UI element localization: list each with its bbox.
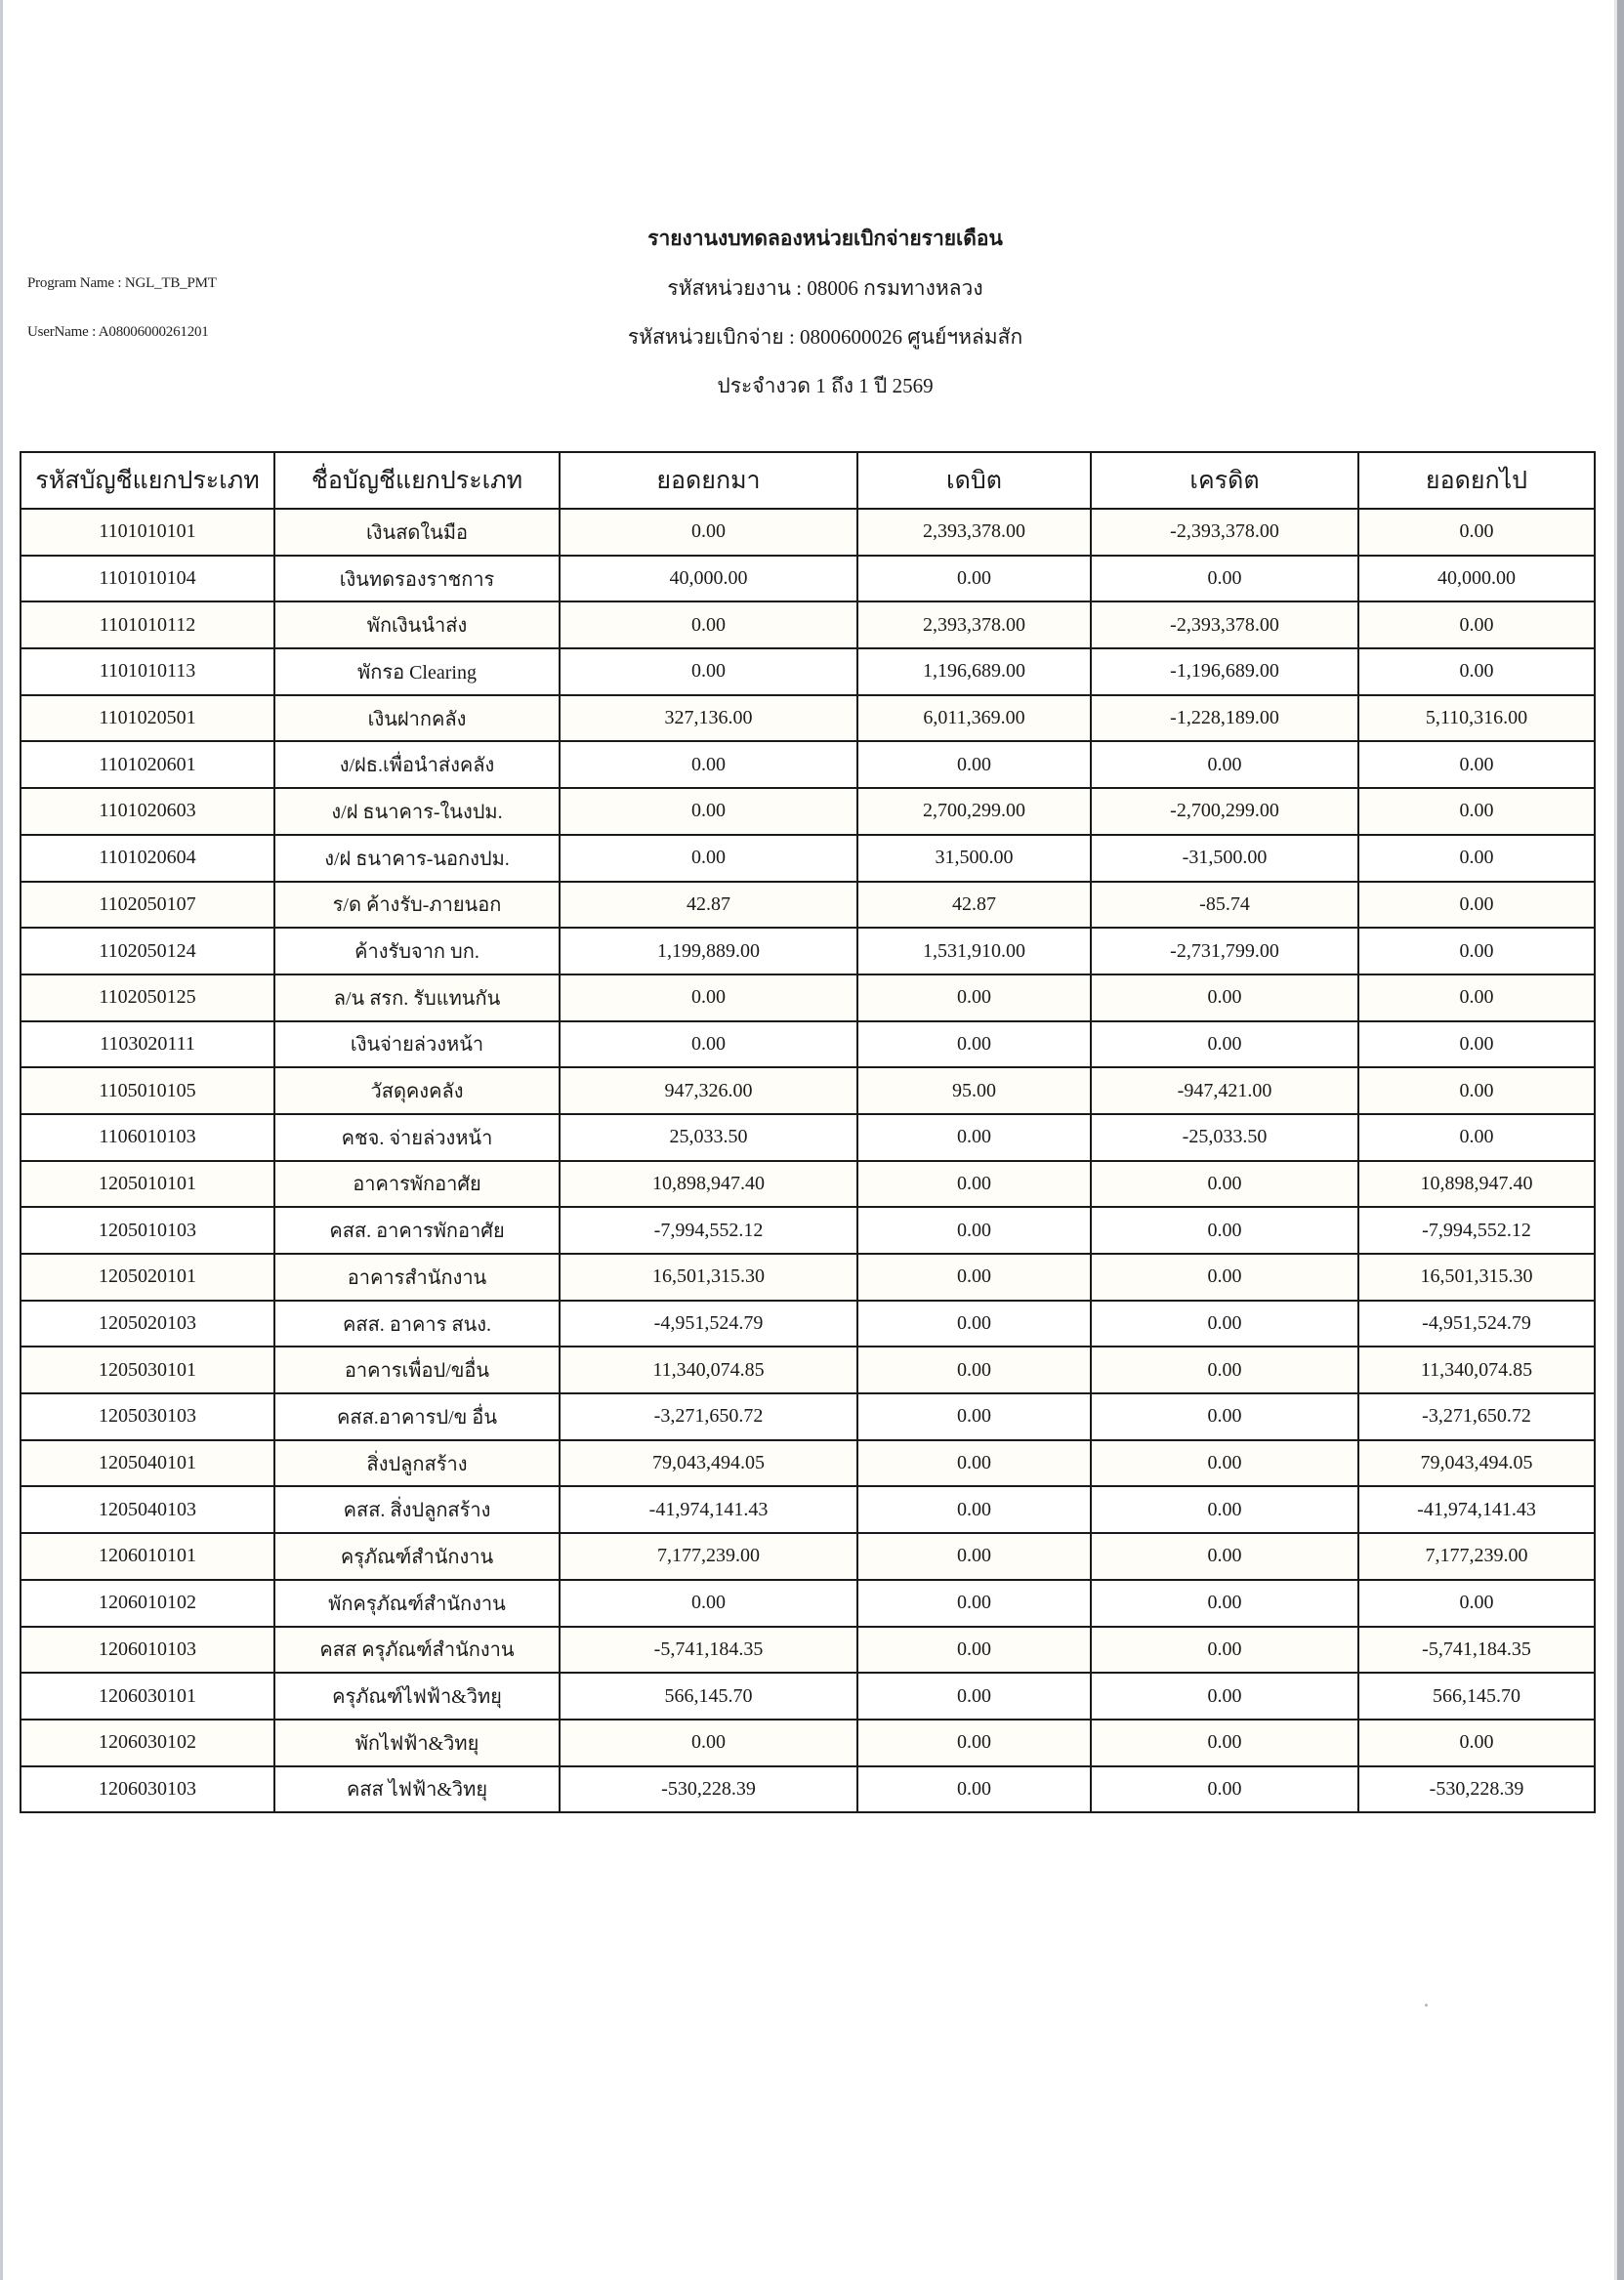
opening-balance-cell: -530,228.39	[560, 1766, 857, 1813]
closing-balance-cell: 0.00	[1358, 741, 1595, 788]
column-header-closing-balance: ยอดยกไป	[1358, 452, 1595, 509]
column-header-debit: เดบิต	[857, 452, 1091, 509]
closing-balance-cell: 5,110,316.00	[1358, 695, 1595, 742]
account-name-cell: อาคารพักอาศัย	[274, 1161, 560, 1208]
account-code-cell: 1102050107	[21, 882, 274, 929]
opening-balance-cell: -3,271,650.72	[560, 1393, 857, 1440]
credit-cell: 0.00	[1091, 1347, 1358, 1393]
report-title: รายงานงบทดลองหน่วยเบิกจ่ายรายเดือน	[647, 227, 1003, 250]
closing-balance-cell: 79,043,494.05	[1358, 1440, 1595, 1487]
closing-balance-cell: 0.00	[1358, 974, 1595, 1021]
account-code-cell: 1101010113	[21, 648, 274, 695]
opening-balance-cell: 0.00	[560, 601, 857, 648]
account-name-cell: พักรอ Clearing	[274, 648, 560, 695]
disbursement-unit-code: รหัสหน่วยเบิกจ่าย : 0800600026 ศูนย์ฯหล่มสัก	[627, 325, 1023, 349]
account-name-cell: เงินจ่ายล่วงหน้า	[274, 1021, 560, 1068]
closing-balance-cell: -530,228.39	[1358, 1766, 1595, 1813]
table-row	[21, 1347, 1595, 1393]
table-row	[21, 648, 1595, 695]
opening-balance-cell: 0.00	[560, 1580, 857, 1627]
table-row	[21, 788, 1595, 835]
account-code-cell: 1205030101	[21, 1347, 274, 1393]
account-name-cell: สิ่งปลูกสร้าง	[274, 1440, 560, 1487]
table-row	[21, 556, 1595, 602]
debit-cell: 0.00	[857, 1347, 1091, 1393]
account-code-cell: 1102050124	[21, 928, 274, 974]
opening-balance-cell: 0.00	[560, 1720, 857, 1766]
credit-cell: 0.00	[1091, 556, 1358, 602]
account-code-cell: 1101010112	[21, 601, 274, 648]
closing-balance-cell: 0.00	[1358, 1720, 1595, 1766]
opening-balance-cell: -4,951,524.79	[560, 1301, 857, 1347]
table-row	[21, 695, 1595, 742]
debit-cell: 2,700,299.00	[857, 788, 1091, 835]
table-row	[21, 1580, 1595, 1627]
report-period: ประจำงวด 1 ถึง 1 ปี 2569	[717, 374, 934, 397]
column-header-credit: เครดิต	[1091, 452, 1358, 509]
closing-balance-cell: 0.00	[1358, 788, 1595, 835]
account-code-cell: 1205020101	[21, 1254, 274, 1301]
debit-cell: 0.00	[857, 1393, 1091, 1440]
opening-balance-cell: 0.00	[560, 974, 857, 1021]
account-code-cell: 1205020103	[21, 1301, 274, 1347]
opening-balance-cell: -7,994,552.12	[560, 1207, 857, 1254]
table-header-row	[21, 452, 1595, 509]
account-name-cell: คชจ. จ่ายล่วงหน้า	[274, 1114, 560, 1161]
credit-cell: -31,500.00	[1091, 835, 1358, 882]
closing-balance-cell: 0.00	[1358, 835, 1595, 882]
debit-cell: 0.00	[857, 556, 1091, 602]
debit-cell: 6,011,369.00	[857, 695, 1091, 742]
debit-cell: 0.00	[857, 1114, 1091, 1161]
credit-cell: -85.74	[1091, 882, 1358, 929]
credit-cell: 0.00	[1091, 1580, 1358, 1627]
closing-balance-cell: 0.00	[1358, 601, 1595, 648]
debit-cell: 31,500.00	[857, 835, 1091, 882]
opening-balance-cell: -5,741,184.35	[560, 1627, 857, 1674]
opening-balance-cell: 0.00	[560, 788, 857, 835]
agency-code: รหัสหน่วยงาน : 08006 กรมทางหลวง	[667, 276, 983, 300]
account-name-cell: ง/ฝ ธนาคาร-นอกงปม.	[274, 835, 560, 882]
debit-cell: 42.87	[857, 882, 1091, 929]
debit-cell: 0.00	[857, 1301, 1091, 1347]
closing-balance-cell: 10,898,947.40	[1358, 1161, 1595, 1208]
table-row	[21, 974, 1595, 1021]
table-row	[21, 741, 1595, 788]
opening-balance-cell: 79,043,494.05	[560, 1440, 857, 1487]
opening-balance-cell: 42.87	[560, 882, 857, 929]
credit-cell: -2,731,799.00	[1091, 928, 1358, 974]
debit-cell: 95.00	[857, 1067, 1091, 1114]
credit-cell: 0.00	[1091, 1720, 1358, 1766]
credit-cell: 0.00	[1091, 974, 1358, 1021]
table-row	[21, 601, 1595, 648]
trial-balance-table	[20, 451, 1596, 1813]
credit-cell: 0.00	[1091, 1533, 1358, 1580]
credit-cell: 0.00	[1091, 1207, 1358, 1254]
opening-balance-cell: 16,501,315.30	[560, 1254, 857, 1301]
account-name-cell: เงินทดรองราชการ	[274, 556, 560, 602]
table-row	[21, 1021, 1595, 1068]
debit-cell: 0.00	[857, 1440, 1091, 1487]
account-code-cell: 1101010101	[21, 509, 274, 556]
opening-balance-cell: 10,898,947.40	[560, 1161, 857, 1208]
credit-cell: 0.00	[1091, 1393, 1358, 1440]
closing-balance-cell: 0.00	[1358, 1021, 1595, 1068]
closing-balance-cell: 0.00	[1358, 882, 1595, 929]
opening-balance-cell: 947,326.00	[560, 1067, 857, 1114]
debit-cell: 0.00	[857, 1533, 1091, 1580]
opening-balance-cell: -41,974,141.43	[560, 1486, 857, 1533]
account-name-cell: ร/ด ค้างรับ-ภายนอก	[274, 882, 560, 929]
table-row	[21, 1673, 1595, 1720]
table-row	[21, 1440, 1595, 1487]
debit-cell: 1,531,910.00	[857, 928, 1091, 974]
column-header-account-name: ชื่อบัญชีแยกประเภท	[274, 452, 560, 509]
credit-cell: -947,421.00	[1091, 1067, 1358, 1114]
debit-cell: 0.00	[857, 974, 1091, 1021]
table-row	[21, 928, 1595, 974]
table-row	[21, 1207, 1595, 1254]
debit-cell: 0.00	[857, 741, 1091, 788]
account-code-cell: 1101020601	[21, 741, 274, 788]
username: UserName : A08006000261201	[27, 324, 209, 340]
closing-balance-cell: 11,340,074.85	[1358, 1347, 1595, 1393]
table-row	[21, 509, 1595, 556]
table-row	[21, 1114, 1595, 1161]
account-name-cell: เงินสดในมือ	[274, 509, 560, 556]
account-name-cell: ล/น สรก. รับแทนกัน	[274, 974, 560, 1021]
debit-cell: 0.00	[857, 1627, 1091, 1674]
debit-cell: 1,196,689.00	[857, 648, 1091, 695]
debit-cell: 0.00	[857, 1161, 1091, 1208]
account-code-cell: 1206030101	[21, 1673, 274, 1720]
credit-cell: -1,196,689.00	[1091, 648, 1358, 695]
credit-cell: 0.00	[1091, 1021, 1358, 1068]
account-name-cell: ค้างรับจาก บก.	[274, 928, 560, 974]
closing-balance-cell: 7,177,239.00	[1358, 1533, 1595, 1580]
table-row	[21, 1720, 1595, 1766]
account-name-cell: ครุภัณฑ์สำนักงาน	[274, 1533, 560, 1580]
table-row	[21, 1533, 1595, 1580]
scan-right-edge	[1617, 0, 1624, 2280]
table-row	[21, 1627, 1595, 1674]
debit-cell: 0.00	[857, 1254, 1091, 1301]
closing-balance-cell: -3,271,650.72	[1358, 1393, 1595, 1440]
table-row	[21, 1393, 1595, 1440]
column-header-opening-balance: ยอดยกมา	[560, 452, 857, 509]
closing-balance-cell: -41,974,141.43	[1358, 1486, 1595, 1533]
table-row	[21, 835, 1595, 882]
debit-cell: 0.00	[857, 1673, 1091, 1720]
account-code-cell: 1206030102	[21, 1720, 274, 1766]
debit-cell: 0.00	[857, 1207, 1091, 1254]
credit-cell: -2,393,378.00	[1091, 509, 1358, 556]
credit-cell: 0.00	[1091, 1301, 1358, 1347]
account-code-cell: 1205010103	[21, 1207, 274, 1254]
credit-cell: -2,393,378.00	[1091, 601, 1358, 648]
table-row	[21, 1766, 1595, 1813]
debit-cell: 0.00	[857, 1720, 1091, 1766]
account-name-cell: คสส ไฟฟ้า&วิทยุ	[274, 1766, 560, 1813]
account-name-cell: เงินฝากคลัง	[274, 695, 560, 742]
closing-balance-cell: 0.00	[1358, 1114, 1595, 1161]
table-row	[21, 882, 1595, 929]
closing-balance-cell: 0.00	[1358, 1580, 1595, 1627]
account-name-cell: อาคารสำนักงาน	[274, 1254, 560, 1301]
closing-balance-cell: 40,000.00	[1358, 556, 1595, 602]
account-name-cell: คสส.อาคารป/ข อื่น	[274, 1393, 560, 1440]
account-name-cell: ง/ฝธ.เพื่อนำส่งคลัง	[274, 741, 560, 788]
closing-balance-cell: -7,994,552.12	[1358, 1207, 1595, 1254]
opening-balance-cell: 566,145.70	[560, 1673, 857, 1720]
account-name-cell: วัสดุคงคลัง	[274, 1067, 560, 1114]
debit-cell: 2,393,378.00	[857, 601, 1091, 648]
account-name-cell: พักครุภัณฑ์สำนักงาน	[274, 1580, 560, 1627]
opening-balance-cell: 0.00	[560, 648, 857, 695]
account-code-cell: 1205010101	[21, 1161, 274, 1208]
account-name-cell: พักไฟฟ้า&วิทยุ	[274, 1720, 560, 1766]
account-code-cell: 1101020603	[21, 788, 274, 835]
account-name-cell: คสส. สิ่งปลูกสร้าง	[274, 1486, 560, 1533]
account-code-cell: 1205040103	[21, 1486, 274, 1533]
table-row	[21, 1067, 1595, 1114]
scan-left-edge	[0, 0, 3, 2280]
column-header-account-code: รหัสบัญชีแยกประเภท	[21, 452, 274, 509]
account-code-cell: 1206010103	[21, 1627, 274, 1674]
opening-balance-cell: 0.00	[560, 509, 857, 556]
account-code-cell: 1102050125	[21, 974, 274, 1021]
account-name-cell: คสส ครุภัณฑ์สำนักงาน	[274, 1627, 560, 1674]
opening-balance-cell: 0.00	[560, 1021, 857, 1068]
credit-cell: -2,700,299.00	[1091, 788, 1358, 835]
closing-balance-cell: 566,145.70	[1358, 1673, 1595, 1720]
opening-balance-cell: 11,340,074.85	[560, 1347, 857, 1393]
credit-cell: -1,228,189.00	[1091, 695, 1358, 742]
account-code-cell: 1206010102	[21, 1580, 274, 1627]
debit-cell: 0.00	[857, 1021, 1091, 1068]
opening-balance-cell: 7,177,239.00	[560, 1533, 857, 1580]
credit-cell: -25,033.50	[1091, 1114, 1358, 1161]
debit-cell: 0.00	[857, 1486, 1091, 1533]
closing-balance-cell: 0.00	[1358, 648, 1595, 695]
table-row	[21, 1161, 1595, 1208]
closing-balance-cell: -4,951,524.79	[1358, 1301, 1595, 1347]
program-name: Program Name : NGL_TB_PMT	[27, 275, 217, 291]
table-row	[21, 1254, 1595, 1301]
closing-balance-cell: 16,501,315.30	[1358, 1254, 1595, 1301]
credit-cell: 0.00	[1091, 741, 1358, 788]
credit-cell: 0.00	[1091, 1627, 1358, 1674]
credit-cell: 0.00	[1091, 1161, 1358, 1208]
opening-balance-cell: 1,199,889.00	[560, 928, 857, 974]
account-code-cell: 1205030103	[21, 1393, 274, 1440]
account-code-cell: 1106010103	[21, 1114, 274, 1161]
credit-cell: 0.00	[1091, 1766, 1358, 1813]
account-code-cell: 1206030103	[21, 1766, 274, 1813]
debit-cell: 2,393,378.00	[857, 509, 1091, 556]
closing-balance-cell: -5,741,184.35	[1358, 1627, 1595, 1674]
table-row	[21, 1486, 1595, 1533]
account-name-cell: คสส. อาคาร สนง.	[274, 1301, 560, 1347]
table-body	[21, 509, 1595, 1812]
opening-balance-cell: 327,136.00	[560, 695, 857, 742]
credit-cell: 0.00	[1091, 1440, 1358, 1487]
account-code-cell: 1206010101	[21, 1533, 274, 1580]
opening-balance-cell: 25,033.50	[560, 1114, 857, 1161]
opening-balance-cell: 40,000.00	[560, 556, 857, 602]
account-name-cell: คสส. อาคารพักอาศัย	[274, 1207, 560, 1254]
account-code-cell: 1103020111	[21, 1021, 274, 1068]
closing-balance-cell: 0.00	[1358, 928, 1595, 974]
opening-balance-cell: 0.00	[560, 741, 857, 788]
account-name-cell: อาคารเพื่อป/ขอื่น	[274, 1347, 560, 1393]
account-name-cell: พักเงินนำส่ง	[274, 601, 560, 648]
account-name-cell: ครุภัณฑ์ไฟฟ้า&วิทยุ	[274, 1673, 560, 1720]
account-code-cell: 1101010104	[21, 556, 274, 602]
account-name-cell: ง/ฝ ธนาคาร-ในงปม.	[274, 788, 560, 835]
credit-cell: 0.00	[1091, 1254, 1358, 1301]
account-code-cell: 1101020604	[21, 835, 274, 882]
credit-cell: 0.00	[1091, 1486, 1358, 1533]
closing-balance-cell: 0.00	[1358, 1067, 1595, 1114]
table-row	[21, 1301, 1595, 1347]
closing-balance-cell: 0.00	[1358, 509, 1595, 556]
scan-speck	[1425, 2004, 1428, 2007]
credit-cell: 0.00	[1091, 1673, 1358, 1720]
account-code-cell: 1105010105	[21, 1067, 274, 1114]
opening-balance-cell: 0.00	[560, 835, 857, 882]
account-code-cell: 1205040101	[21, 1440, 274, 1487]
debit-cell: 0.00	[857, 1580, 1091, 1627]
debit-cell: 0.00	[857, 1766, 1091, 1813]
account-code-cell: 1101020501	[21, 695, 274, 742]
